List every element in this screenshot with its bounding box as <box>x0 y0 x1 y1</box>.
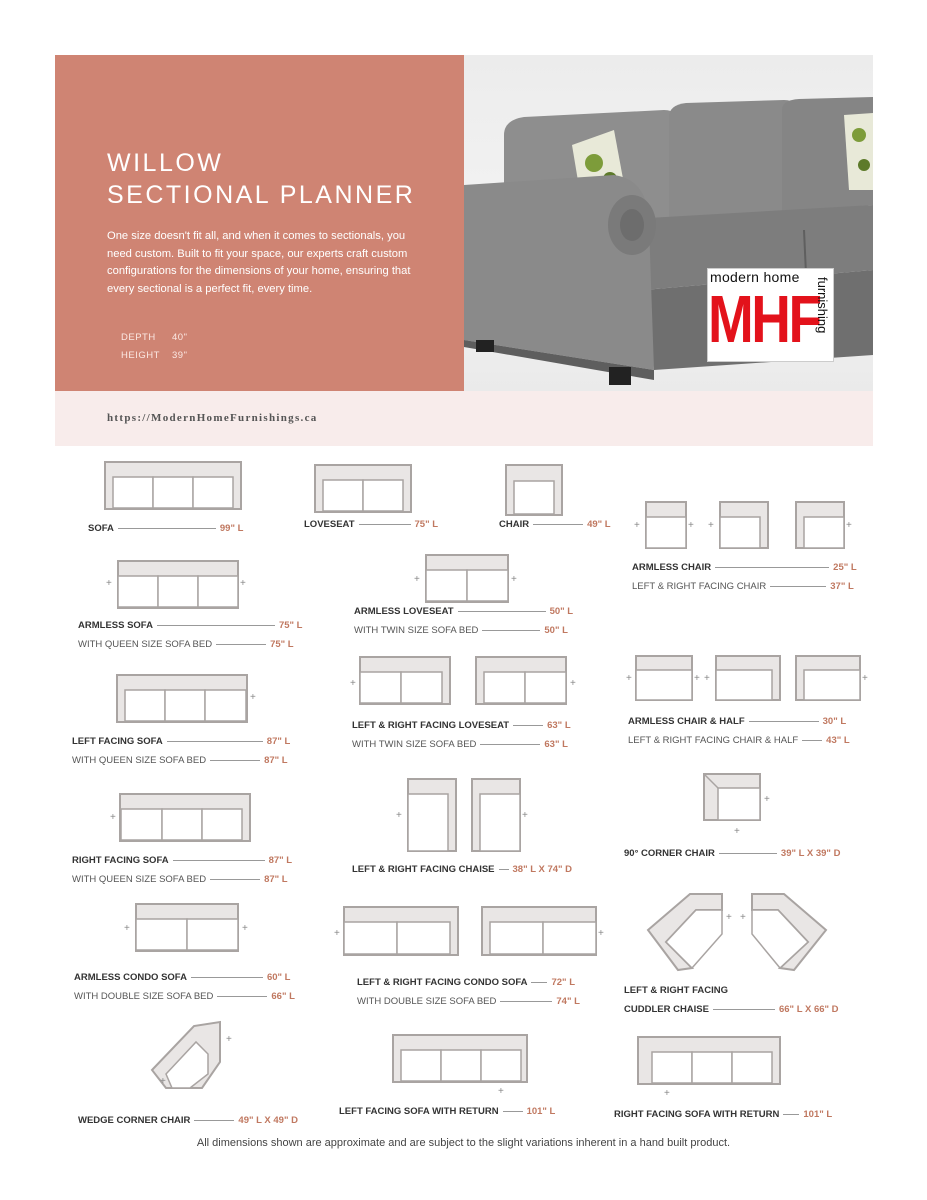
svg-text:+: + <box>664 1088 670 1098</box>
armless-chair-diagram <box>632 500 858 552</box>
loveseat-diagram <box>314 464 414 514</box>
svg-text:+: + <box>708 520 714 531</box>
right-facing-sofa-diagram <box>108 793 254 843</box>
armless-chair-half-diagram <box>624 654 874 704</box>
armless-loveseat-diagram <box>412 554 522 604</box>
logo-side-text: furnishing <box>815 277 830 334</box>
svg-text:+: + <box>250 692 256 703</box>
lr-chaise-diagram <box>394 778 534 854</box>
lr-condo-sofa-diagram <box>332 906 612 958</box>
intro-text: One size doesn't fit all, and when it comes to sectionals, you need custom. Built to fit your space, our experts craft custom configurations for the dimensions of your home, ensuring that every sectional is a perfect fit, every time. <box>107 230 411 295</box>
svg-text:+: + <box>846 520 852 531</box>
mhf-logo <box>707 268 834 362</box>
svg-text:+: + <box>740 912 746 923</box>
svg-text:+: + <box>350 678 356 689</box>
spec-depth-label: DEPTH <box>121 332 156 343</box>
armless-chair-half-sub: LEFT & RIGHT FACING CHAIR & HALF 43" L <box>628 735 850 746</box>
armless-chair-half-label: ARMLESS CHAIR & HALF 30" L <box>628 716 847 727</box>
lr-loveseat-label: LEFT & RIGHT FACING LOVESEAT 63" L <box>352 720 571 731</box>
armless-condo-sofa-label: ARMLESS CONDO SOFA 60" L <box>74 972 291 983</box>
armless-chair-label: ARMLESS CHAIR 25" L <box>632 562 857 573</box>
lf-return-label: LEFT FACING SOFA WITH RETURN 101" L <box>339 1106 556 1117</box>
svg-text:+: + <box>570 678 576 689</box>
spec-height-label: HEIGHT <box>121 350 160 361</box>
lr-loveseat-sub: WITH TWIN SIZE SOFA BED 63" L <box>352 739 568 750</box>
svg-text:+: + <box>688 520 694 531</box>
svg-text:+: + <box>106 578 112 589</box>
svg-text:+: + <box>734 826 740 836</box>
left-facing-sofa-diagram <box>116 674 262 724</box>
lr-loveseat-diagram <box>348 656 582 706</box>
svg-text:+: + <box>598 928 604 939</box>
logo-top-text: modern home <box>710 269 800 285</box>
website-url[interactable]: https://ModernHomeFurnishings.ca <box>107 412 318 424</box>
svg-text:+: + <box>334 928 340 939</box>
armless-condo-sofa-diagram <box>122 903 252 953</box>
chair-label: CHAIR 49" L <box>499 519 611 530</box>
lr-chaise-label: LEFT & RIGHT FACING CHAISE 38" L X 74" D <box>352 864 573 875</box>
svg-text:+: + <box>626 673 632 684</box>
right-facing-sofa-label: RIGHT FACING SOFA 87" L <box>72 855 293 866</box>
corner-chair-label: 90° CORNER CHAIR 39" L X 39" D <box>624 848 841 859</box>
cuddler-diagram <box>644 890 834 972</box>
corner-chair-diagram <box>702 772 776 836</box>
lr-condo-sofa-sub: WITH DOUBLE SIZE SOFA BED 74" L <box>357 996 580 1007</box>
spec-depth-value: 40" <box>172 332 188 343</box>
armless-sofa-diagram <box>104 560 254 610</box>
lf-return-diagram <box>392 1034 544 1096</box>
svg-text:+: + <box>414 574 420 585</box>
chair-diagram <box>505 464 567 518</box>
wedge-corner-chair-diagram <box>146 1018 238 1092</box>
svg-text:+: + <box>704 673 710 684</box>
svg-text:+: + <box>694 673 700 684</box>
svg-text:+: + <box>726 912 732 923</box>
left-facing-sofa-label: LEFT FACING SOFA 87" L <box>72 736 291 747</box>
wedge-corner-chair-label: WEDGE CORNER CHAIR 49" L X 49" D <box>78 1115 298 1126</box>
svg-text:+: + <box>511 574 517 585</box>
armless-condo-sofa-sub: WITH DOUBLE SIZE SOFA BED 66" L <box>74 991 295 1002</box>
svg-text:+: + <box>498 1086 504 1096</box>
svg-text:+: + <box>240 578 246 589</box>
svg-text:+: + <box>634 520 640 531</box>
armless-loveseat-label: ARMLESS LOVESEAT 50" L <box>354 606 574 617</box>
armless-sofa-label: ARMLESS SOFA 75" L <box>78 620 303 631</box>
sofa-label: SOFA 99" L <box>88 523 244 534</box>
svg-text:+: + <box>160 1076 166 1087</box>
logo-letters: MHF <box>708 282 820 357</box>
left-facing-sofa-sub: WITH QUEEN SIZE SOFA BED 87" L <box>72 755 288 766</box>
right-facing-sofa-sub: WITH QUEEN SIZE SOFA BED 87" L <box>72 874 288 885</box>
armless-chair-sub: LEFT & RIGHT FACING CHAIR 37" L <box>632 581 854 592</box>
svg-text:+: + <box>110 812 116 823</box>
svg-text:+: + <box>124 923 130 934</box>
armless-loveseat-sub: WITH TWIN SIZE SOFA BED 50" L <box>354 625 568 636</box>
loveseat-label: LOVESEAT 75" L <box>304 519 439 530</box>
lr-condo-sofa-label: LEFT & RIGHT FACING CONDO SOFA 72" L <box>357 977 575 988</box>
rf-return-diagram <box>636 1036 786 1098</box>
svg-text:+: + <box>764 794 770 805</box>
spec-height-value: 39" <box>172 350 188 361</box>
armless-sofa-sub: WITH QUEEN SIZE SOFA BED 75" L <box>78 639 294 650</box>
svg-text:+: + <box>226 1034 232 1045</box>
sofa-diagram <box>104 461 244 511</box>
footer-disclaimer: All dimensions shown are approximate and are subject to the slight variations inherent in a hand built product. <box>196 1137 731 1149</box>
cuddler-label: LEFT & RIGHT FACING <box>624 985 728 996</box>
svg-text:+: + <box>396 810 402 821</box>
page-title: WILLOW SECTIONAL PLANNER <box>107 149 416 209</box>
hero-panel <box>55 55 464 391</box>
svg-text:+: + <box>522 810 528 821</box>
svg-text:+: + <box>862 673 868 684</box>
svg-text:+: + <box>242 923 248 934</box>
rf-return-label: RIGHT FACING SOFA WITH RETURN 101" L <box>614 1109 833 1120</box>
cuddler-label-2: CUDDLER CHAISE 66" L X 66" D <box>624 1004 839 1015</box>
